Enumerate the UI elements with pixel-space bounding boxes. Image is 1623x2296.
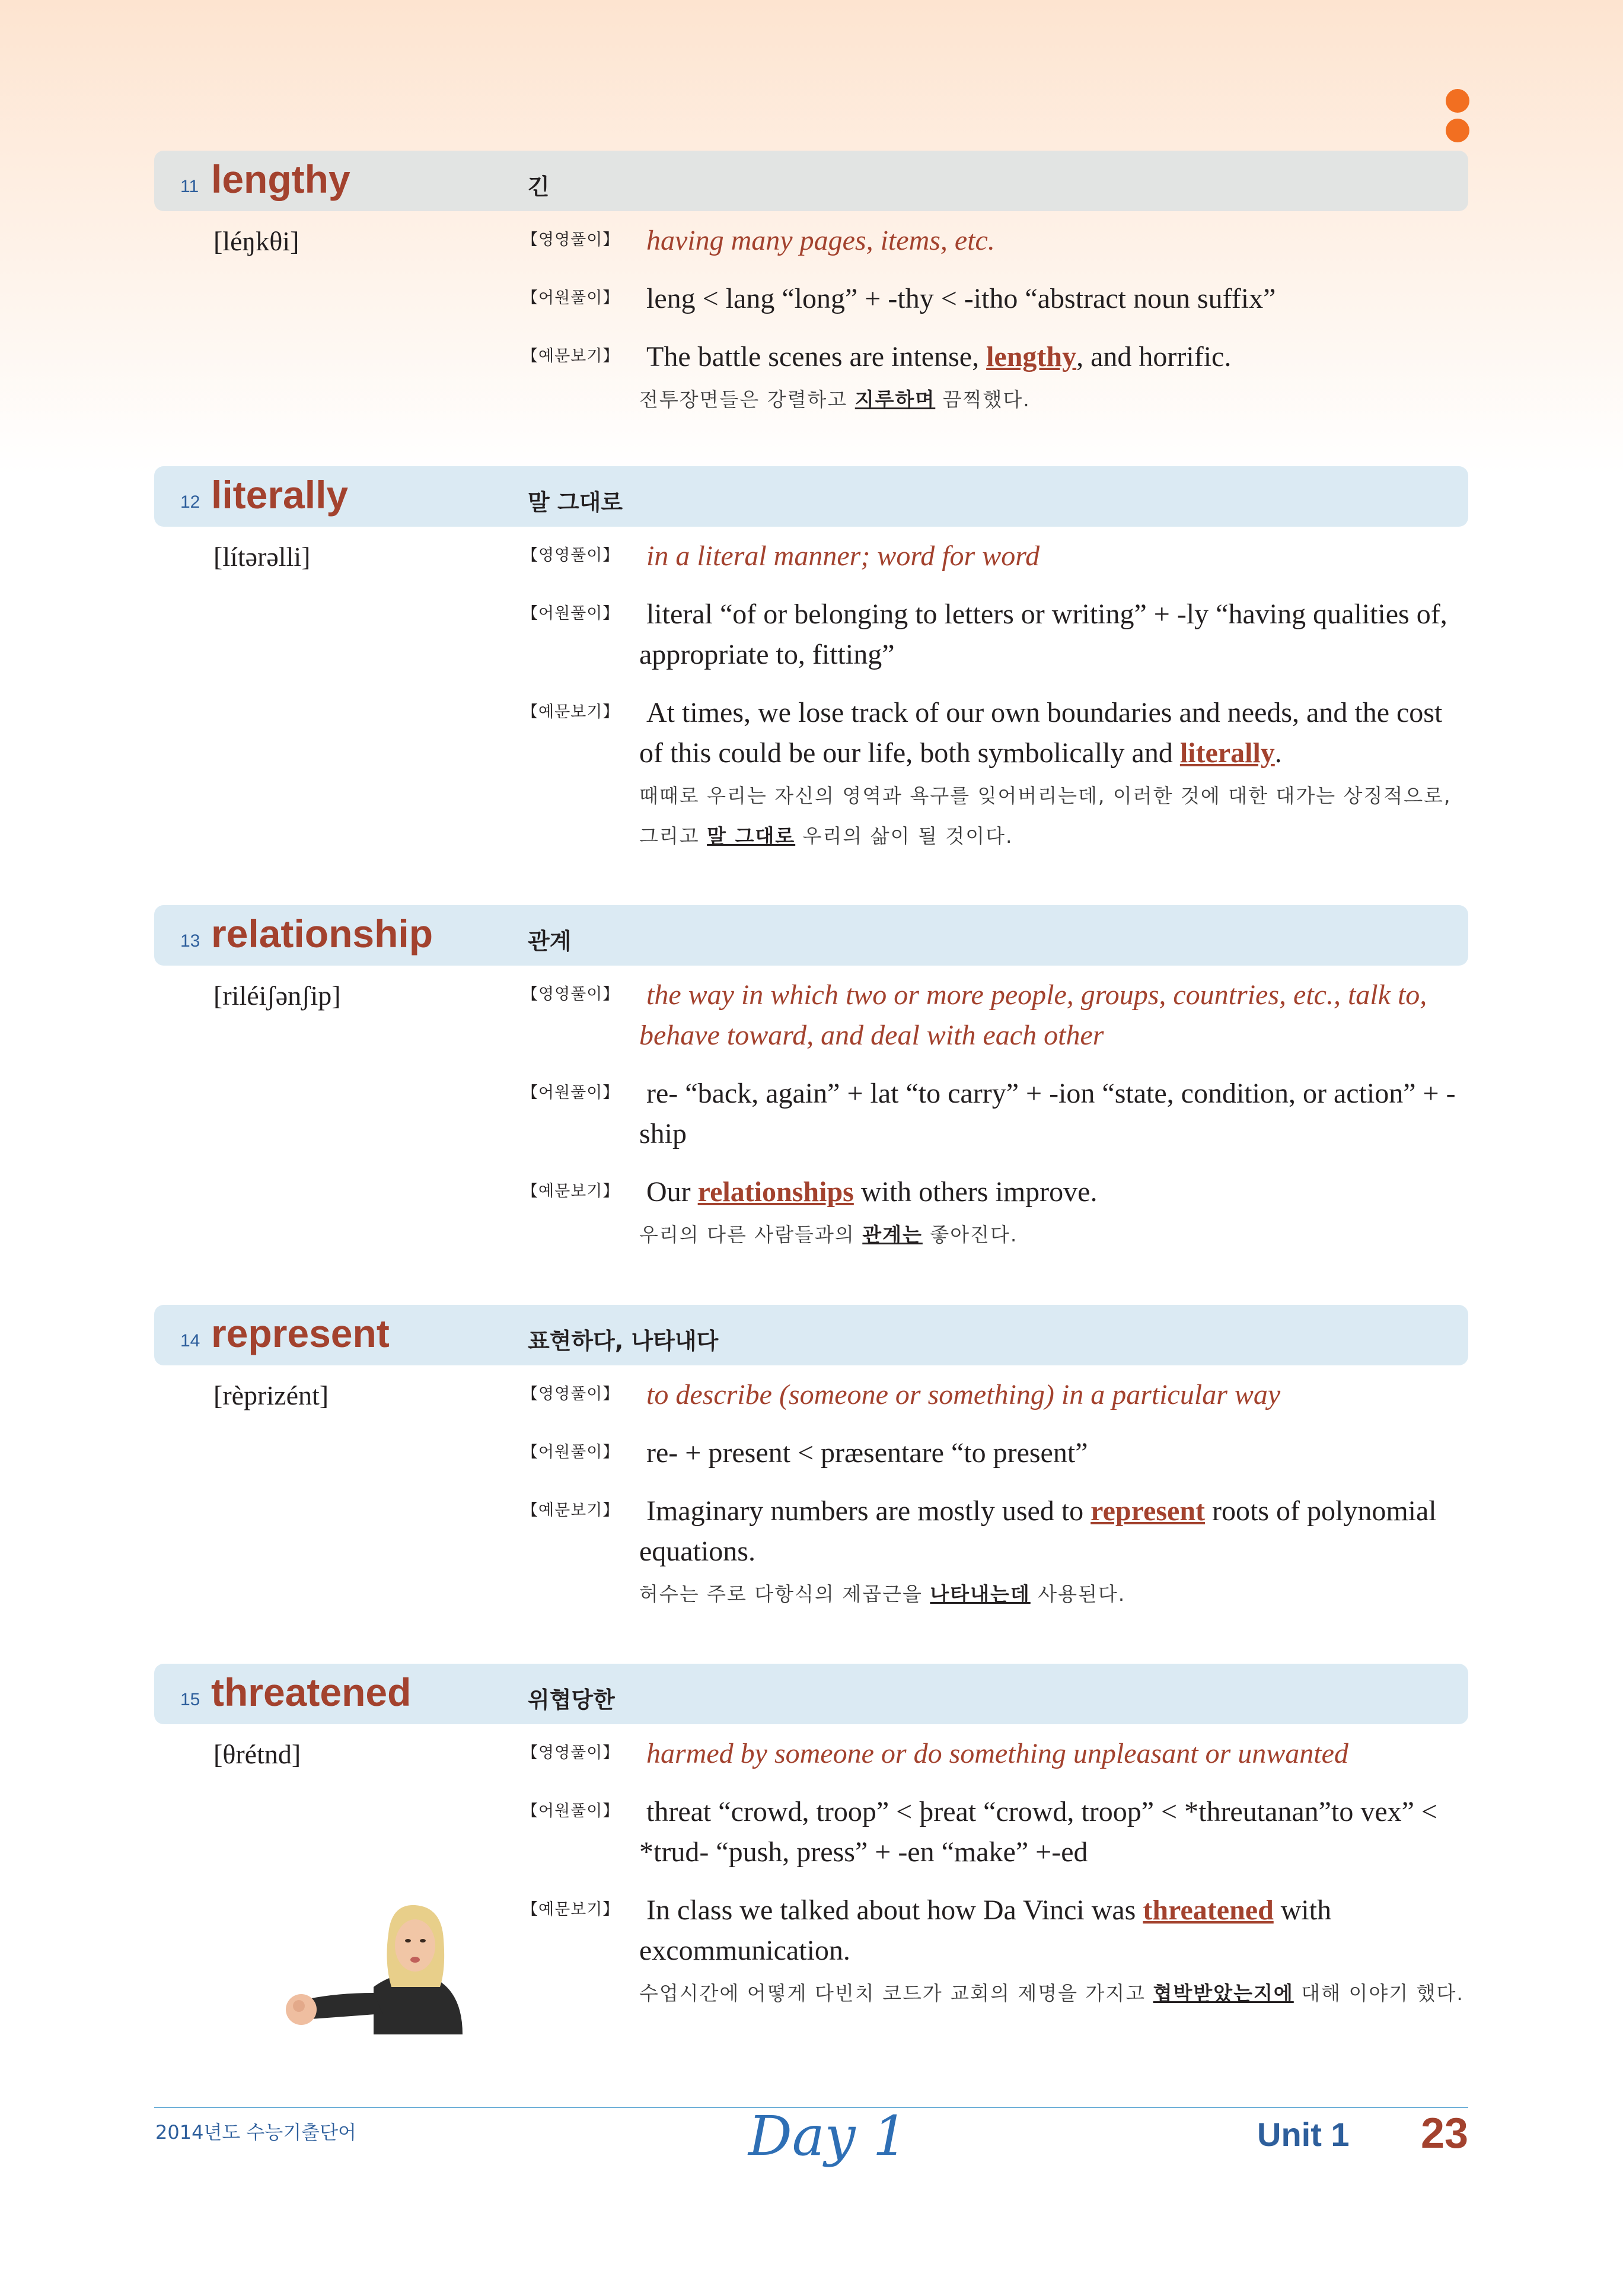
highlighted-word: lengthy: [986, 341, 1077, 372]
korean-translation: 우리의 다른 사람들과의 관계는 좋아진다.: [639, 1223, 1018, 1246]
pronunciation: [léŋkθi]: [213, 226, 299, 256]
definition-tag: 【영영풀이】: [522, 1385, 620, 1403]
entry-literally: [154, 466, 1468, 874]
pronunciation: [riléiʃənʃip]: [213, 980, 341, 1011]
entry-number: 13: [180, 931, 200, 951]
example-sentence: The battle scenes are intense, lengthy, and horrific.: [646, 341, 1232, 372]
etymology: re- + present < præsentare “to present”: [646, 1437, 1088, 1469]
etymology-tag: 【어원풀이】: [522, 1084, 620, 1102]
highlighted-korean: 말 그대로: [707, 824, 796, 848]
entry-header: [154, 151, 1468, 211]
unit-label: Unit 1: [1257, 2116, 1350, 2153]
definition-tag: 【영영풀이】: [522, 231, 620, 249]
entry-number: 12: [180, 492, 200, 512]
pronunciation: [lítərəlli]: [213, 542, 311, 572]
entry-header: [154, 466, 1468, 527]
example-sentence: At times, we lose track of our own boundaries and needs, and the cost of this could be our life, both symbolically and literally.: [639, 697, 1443, 769]
entry-header: [154, 1305, 1468, 1365]
korean-translation: 때때로 우리는 자신의 영역과 욕구를 잊어버리는데, 이러한 것에 대한 대가는 상징적으로, 그리고 말 그대로 우리의 삶이 될 것이다.: [639, 784, 1452, 848]
highlighted-korean: 지루하며: [854, 388, 936, 411]
entry-number: 11: [180, 177, 199, 196]
example-sentence: Our relationships with others improve.: [646, 1176, 1098, 1208]
korean-meaning: 긴: [528, 174, 550, 200]
etymology-tag: 【어원풀이】: [522, 604, 620, 623]
etymology: threat “crowd, troop” < þreat “crowd, troop” < *threutanan”to vex” < *trud- “push, press” + -en “make” +-ed: [639, 1796, 1437, 1868]
etymology-tag: 【어원풀이】: [522, 1802, 620, 1820]
korean-translation: 전투장면들은 강렬하고 지루하며 끔찍했다.: [639, 388, 1031, 411]
example-tag: 【예문보기】: [522, 703, 620, 721]
korean-translation: 수업시간에 어떻게 다빈치 코드가 교회의 제명을 가지고 협박받았는지에 대해 이야기 했다.: [639, 1982, 1464, 2005]
definition: having many pages, items, etc.: [646, 225, 995, 256]
page-number: 23: [1421, 2110, 1469, 2157]
etymology-tag: 【어원풀이】: [522, 1443, 620, 1461]
highlighted-korean: 관계는: [862, 1223, 923, 1246]
highlighted-korean: 협박받았는지에: [1153, 1982, 1294, 2005]
entry-lengthy: [154, 151, 1468, 438]
definition: in a literal manner; word for word: [646, 540, 1040, 572]
korean-meaning: 표현하다, 나타내다: [528, 1328, 719, 1354]
etymology: literal “of or belonging to letters or writing” + -ly “having qualities of, appropriate to, fitting”: [639, 598, 1447, 670]
highlighted-word: represent: [1090, 1495, 1205, 1527]
korean-meaning: 위협당한: [528, 1687, 615, 1713]
headword: lengthy: [211, 157, 350, 201]
day-label: Day 1: [748, 2104, 908, 2168]
entry-number: 15: [180, 1690, 200, 1709]
definition-tag: 【영영풀이】: [522, 546, 620, 565]
woman-pointing-image: [285, 1898, 463, 2034]
orange-dots-icon: [1446, 89, 1471, 148]
definition-tag: 【영영풀이】: [522, 985, 620, 1004]
highlighted-korean: 나타내는데: [930, 1582, 1031, 1606]
etymology-tag: 【어원풀이】: [522, 289, 620, 307]
example-tag: 【예문보기】: [522, 347, 620, 365]
highlighted-word: threatened: [1143, 1894, 1274, 1926]
example-tag: 【예문보기】: [522, 1182, 620, 1200]
korean-translation: 허수는 주로 다항식의 제곱근을 나타내는데 사용된다.: [639, 1582, 1126, 1606]
entry-header: [154, 1664, 1468, 1724]
definition: the way in which two or more people, groups, countries, etc., talk to, behave toward, and deal with each other: [639, 979, 1427, 1051]
korean-meaning: 관계: [528, 928, 572, 954]
example-tag: 【예문보기】: [522, 1900, 620, 1919]
definition: harmed by someone or do something unpleasant or unwanted: [646, 1738, 1348, 1769]
headword: represent: [211, 1311, 390, 1355]
entry-relationship: [154, 905, 1468, 1273]
pronunciation: [θrétnd]: [213, 1739, 301, 1769]
entry-header: [154, 905, 1468, 966]
example-sentence: Imaginary numbers are mostly used to represent roots of polynomial equations.: [639, 1495, 1437, 1567]
etymology: re- “back, again” + lat “to carry” + -ion “state, condition, or action” + -ship: [639, 1078, 1456, 1149]
headword: threatened: [211, 1670, 412, 1714]
example-sentence: In class we talked about how Da Vinci was threatened with excommunication.: [639, 1894, 1332, 1966]
pronunciation: [rèprizént]: [213, 1380, 329, 1410]
highlighted-word: literally: [1179, 737, 1275, 769]
definition: to describe (someone or something) in a particular way: [646, 1379, 1281, 1410]
korean-meaning: 말 그대로: [528, 489, 623, 515]
highlighted-word: relationships: [697, 1176, 854, 1208]
book-title: 2014년도 수능기출단어: [155, 2121, 356, 2144]
example-tag: 【예문보기】: [522, 1501, 620, 1520]
entry-number: 14: [180, 1331, 200, 1351]
entry-represent: [154, 1305, 1468, 1632]
definition-tag: 【영영풀이】: [522, 1744, 620, 1762]
headword: literally: [211, 473, 349, 517]
etymology: leng < lang “long” + -thy < -itho “abstract noun suffix”: [646, 283, 1276, 314]
headword: relationship: [211, 912, 433, 956]
